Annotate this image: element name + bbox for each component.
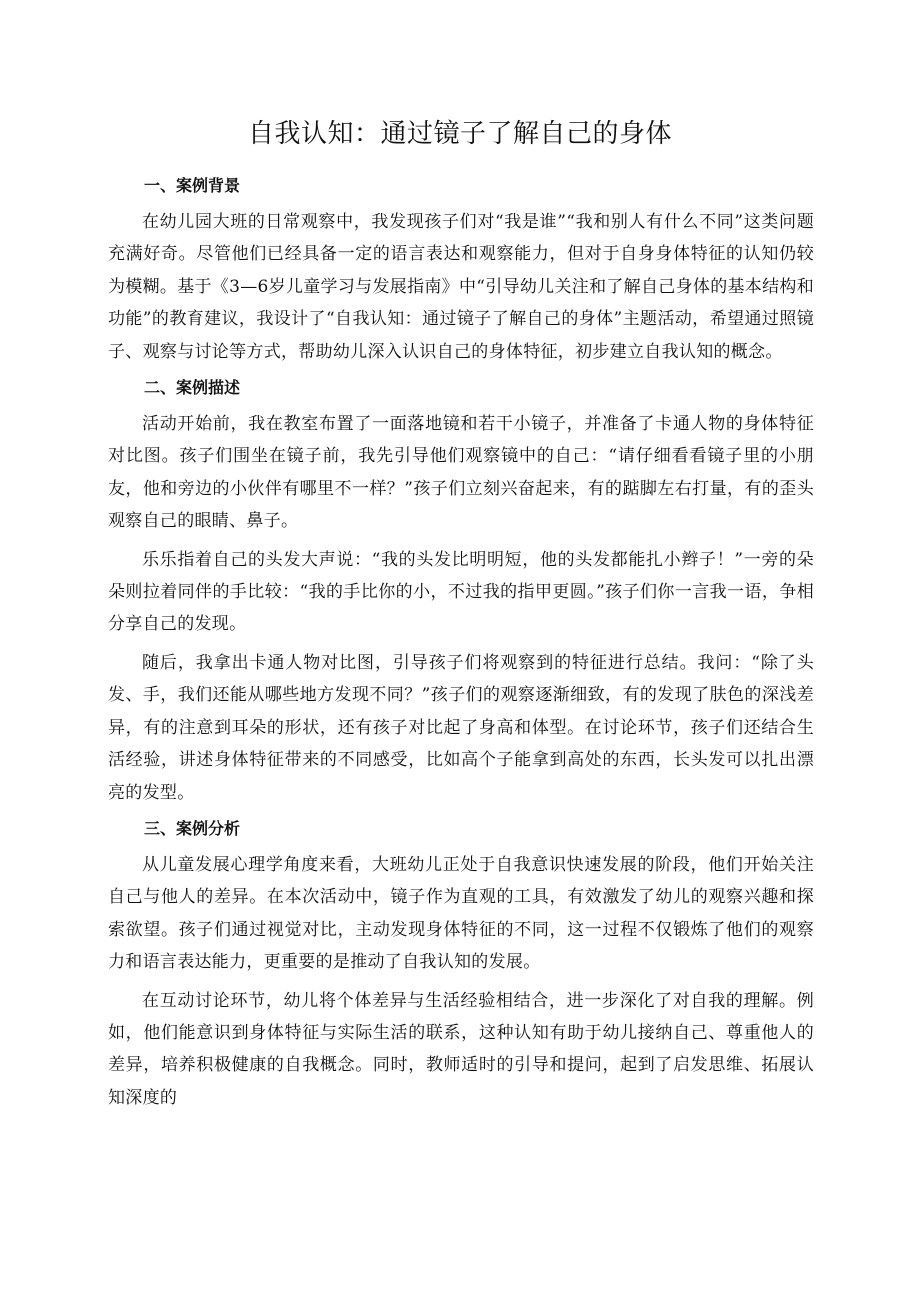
document-title: 自我认知：通过镜子了解自己的身体 bbox=[247, 119, 672, 149]
section-analysis bbox=[108, 815, 814, 1114]
section-heading: 二、案例描述 bbox=[144, 378, 241, 398]
paragraph: 活动开始前，我在教室布置了一面落地镜和若干小镜子，并准备了卡通人物的身体特征对比图。孩子们围坐在镜子前，我先引导他们观察镜中的自己：“请仔细看看镜子里的小朋友，他和旁边的小伙伴有哪里不一样？”孩子们立刻兴奋起来，有的踮脚左右打量，有的歪头观察自己的眼睛、鼻子。 bbox=[108, 414, 814, 532]
section-heading: 一、案例背景 bbox=[144, 176, 241, 195]
section-description bbox=[108, 374, 814, 809]
paragraph: 随后，我拿出卡通人物对比图，引导孩子们将观察到的特征进行总结。我问：“除了头发、手，我们还能从哪些地方发现不同？”孩子们的观察逐渐细致，有的发现了肤色的深浅差异，有的注意到耳朵的形状，还有孩子对比起了身高和体型。在讨论环节，孩子们还结合生活经验，讲述身体特征带来的不同感受，比如高个子能拿到高处的东西，长头发可以扎出漂亮的发型。 bbox=[108, 652, 814, 803]
paragraph: 在幼儿园大班的日常观察中，我发现孩子们对“我是谁”“我和别人有什么不同”这类问题充满好奇。尽管他们已经具备一定的语言表达和观察能力，但对于自身身体特征的认知仍较为模糊。基于《3—6岁儿童学习与发展指南》中“引导幼儿关注和了解自己身体的基本结构和功能”的教育建议，我设计了“自我认知：通过镜子了解自己的身体”主题活动，希望通过照镜子、观察与讨论等方式，帮助幼儿深入认识自己的身体特征，初步建立自我认知的概念。 bbox=[108, 212, 814, 362]
document-body bbox=[108, 172, 814, 1120]
section-heading: 三、案例分析 bbox=[144, 818, 241, 838]
paragraph: 在互动讨论环节，幼儿将个体差异与生活经验相结合，进一步深化了对自我的理解。例如，他们能意识到身体特征与实际生活的联系，这种认知有助于幼儿接纳自己、尊重他人的差异，培养积极健康的自我概念。同时，教师适时的引导和提问，起到了启发思维、拓展认知深度的 bbox=[108, 990, 814, 1108]
paragraph: 从儿童发展心理学角度来看，大班幼儿正处于自我意识快速发展的阶段，他们开始关注自己与他人的差异。在本次活动中，镜子作为直观的工具，有效激发了幼儿的观察兴趣和探索欲望。孩子们通过视觉对比，主动发现身体特征的不同，这一过程不仅锻炼了他们的观察力和语言表达能力，更重要的是推动了自我认知的发展。 bbox=[108, 854, 814, 973]
section-background bbox=[108, 172, 814, 368]
paragraph: 乐乐指着自己的头发大声说：“我的头发比明明短，他的头发都能扎小辫子！”一旁的朵朵则拉着同伴的手比较：“我的手比你的小，不过我的指甲更圆。”孩子们你一言我一语，争相分享自己的发现。 bbox=[108, 549, 814, 635]
